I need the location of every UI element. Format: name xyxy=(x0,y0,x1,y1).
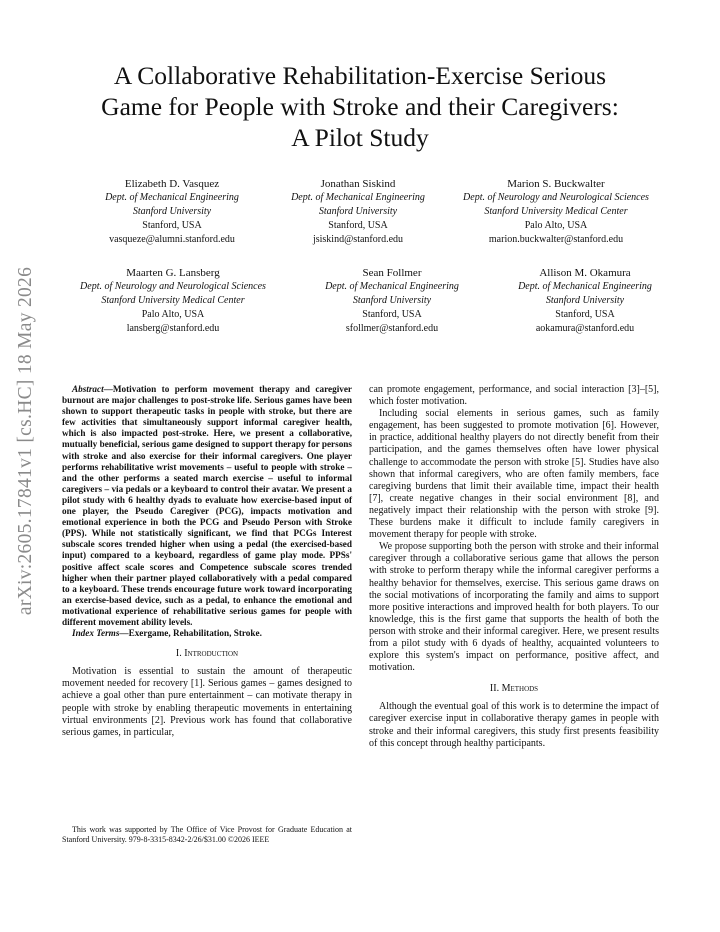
author-org: Stanford University xyxy=(318,206,398,217)
abstract xyxy=(62,384,352,628)
author-name: Jonathan Siskind xyxy=(320,178,396,190)
arxiv-stamp xyxy=(6,256,46,626)
author-dept: Dept. of Mechanical Engineering xyxy=(518,281,652,292)
author-org: Stanford University xyxy=(132,206,212,217)
intro-paragraph-2: Including social elements in serious games, such as family engagement, has been suggested to promote motivation [6]. However, in practice, additional healthy players do not directly benefit from their participation, and the games themselves often have lower physical challenge to accommodate the person with stroke [5]. Studies have also shown that informal caregivers, who are often family members, face caregiving burdens that limit their available time, impact their health [7], create negative changes in their social environment [8], and negatively impact their relationship with the person with stroke [9]. These burdens make it difficult to include family caregivers in movement therapy for people with stroke. xyxy=(369,408,659,541)
author-place: Stanford, USA xyxy=(362,309,422,320)
index-terms-label: Index Terms xyxy=(72,628,120,639)
title-line-3: A Pilot Study xyxy=(291,123,429,152)
author-block-3 xyxy=(431,177,681,247)
title-line-2: Game for People with Stroke and their Caregivers: xyxy=(101,92,619,121)
paper-title xyxy=(40,60,680,153)
author-org: Stanford University Medical Center xyxy=(101,295,245,306)
section-heading-methods: II. Methods xyxy=(489,683,539,695)
intro-paragraph-continued: can promote engagement, performance, and social interaction [3]–[5], which foster motivation. xyxy=(369,384,659,408)
section-heading-introduction: I. Introduction xyxy=(175,648,239,660)
author-dept: Dept. of Mechanical Engineering xyxy=(325,281,459,292)
author-name: Maarten G. Lansberg xyxy=(126,267,220,279)
footnote: This work was supported by The Office of Vice Provost for Graduate Education at Stanford University. 979-8-3315-8342-2/26/$31.00 ©2026 IEEE xyxy=(62,825,352,844)
author-name: Sean Follmer xyxy=(362,267,422,279)
author-email: aokamura@stanford.edu xyxy=(535,323,635,334)
author-email: sfollmer@stanford.edu xyxy=(345,323,439,334)
author-place: Stanford, USA xyxy=(142,220,202,231)
methods-paragraph-1: Although the eventual goal of this work is to determine the impact of caregiver exercise input in collaborative therapy games in people with stroke and their informal caregivers, this study first presents feasibility of this concept through healthy participants. xyxy=(369,701,659,749)
author-name: Allison M. Okamura xyxy=(539,267,631,279)
right-column xyxy=(369,384,659,750)
author-org: Stanford University Medical Center xyxy=(484,206,628,217)
author-dept: Dept. of Neurology and Neurological Sciences xyxy=(463,192,649,203)
arxiv-stamp-text: arXiv:2605.17841v1 [cs.HC] 18 May 2026 xyxy=(15,266,36,616)
author-dept: Dept. of Mechanical Engineering xyxy=(105,192,239,203)
author-dept: Dept. of Mechanical Engineering xyxy=(291,192,425,203)
title-line-1: A Collaborative Rehabilitation-Exercise Serious xyxy=(113,61,607,90)
author-email: lansberg@stanford.edu xyxy=(126,323,220,334)
author-dept: Dept. of Neurology and Neurological Sciences xyxy=(80,281,266,292)
author-name: Elizabeth D. Vasquez xyxy=(124,178,220,190)
author-place: Palo Alto, USA xyxy=(141,309,205,320)
abstract-label: Abstract xyxy=(72,384,104,394)
intro-paragraph-3: We propose supporting both the person with stroke and their informal caregiver through a collaborative serious game that allows the person with stroke to perform therapy while the informal caregiver performs a healthy behavior for themselves, exercise. This serious game draws on the social motivations of incorporating the family and aims to support more positive interactions and improved health for both players. To our knowledge, this is the first game that supports the health of both the person with stroke and their informal caregiver. Here, we present results from a pilot study with 6 dyads of healthy, acquainted volunteers to explore this system's impact on performance, positive affect, and motivation. xyxy=(369,541,659,674)
index-terms xyxy=(62,628,352,639)
author-org: Stanford University xyxy=(352,295,432,306)
author-block-4 xyxy=(48,266,298,336)
author-block-6 xyxy=(470,266,700,336)
author-email: marion.buckwalter@stanford.edu xyxy=(488,234,624,245)
author-place: Palo Alto, USA xyxy=(524,220,588,231)
intro-paragraph-1: Motivation is essential to sustain the amount of therapeutic movement needed for recovery [1]. Serious games – games designed to achieve a goal other than pure entertainment – can motivate therapy in people with stroke by enabling therapeutic movements in entertaining virtual environments [2]. Previous work has found that collaborative serious games, in particular, xyxy=(62,666,352,738)
author-email: jsiskind@stanford.edu xyxy=(312,234,404,245)
abstract-text: —Motivation to perform movement therapy and caregiver burnout are major challenges to post-stroke life. Serious games have been shown to support therapeutic tasks in people with stroke, but there are few activities that simultaneously support informal caregiver health, which is also impacted post-stroke. Here, we present a collaborative, mutually beneficial, serious game designed to support therapy for persons with stroke and also exercise for their informal caregivers. One player performs rehabilitative wrist movements – useful to people with stroke – and the other performs a seated march exercise – useful to informal caregivers – via pedals or a keyboard to control their avatar. We present a pilot study with 6 healthy dyads to evaluate how exercise-based input of one player, the Pseudo Caregiver (PCG), impacts motivation and emotional experience in both the PCG and Pseudo Person with Stroke (PPS). While not statistically significant, we find that PCGs Interest subscale scores trended higher when using a pedal (the exercised-based input) compared to a keyboard, regardless of game play mode. PPSs' positive affect scale scores and Competence subscale scores trended higher when their partner played collaboratively with a pedal compared to a keyboard. These trends encourage future work toward incorporating an exercise-based device, such as a pedal, to enhance the emotional and motivational experience of rehabilitative serious games for people with different movement ability levels. xyxy=(62,384,352,627)
author-org: Stanford University xyxy=(545,295,625,306)
author-place: Stanford, USA xyxy=(555,309,615,320)
author-name: Marion S. Buckwalter xyxy=(507,178,605,190)
left-column xyxy=(62,384,352,739)
author-email: vasqueze@alumni.stanford.edu xyxy=(109,234,235,245)
author-place: Stanford, USA xyxy=(328,220,388,231)
index-terms-text: —Exergame, Rehabilitation, Stroke. xyxy=(119,628,262,639)
